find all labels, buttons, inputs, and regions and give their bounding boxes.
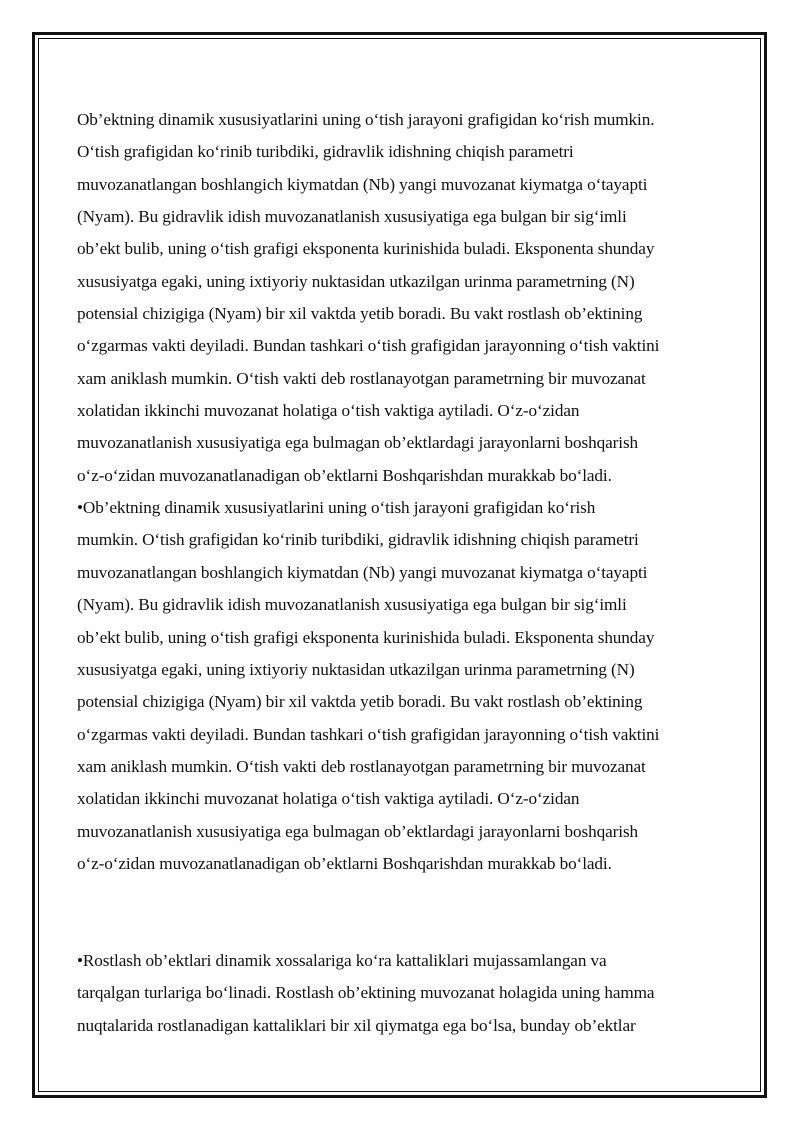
- text-line: mumkin. O‘tish grafigidan ko‘rinib turibdiki, gidravlik idishning chiqish parametri: [77, 530, 639, 550]
- text-line: xususiyatga egaki, uning ixtiyoriy nuktasidan utkazilgan urinma parametrning (N): [77, 659, 635, 679]
- paragraph-dynamic-properties: [77, 104, 737, 492]
- text-line: o‘zgarmas vakti deyiladi. Bundan tashkari o‘tish grafigidan jarayonning o‘tish vaktini: [77, 724, 660, 744]
- text-line: muvozanatlangan boshlangich kiymatdan (Nb) yangi muvozanat kiymatga o‘tayapti: [77, 562, 648, 582]
- text-line: Ob’ektning dinamik xususiyatlarini uning o‘tish jarayoni grafigidan ko‘rish mumkin.: [77, 110, 655, 129]
- text-line: muvozanatlanish xususiyatiga ega bulmagan ob’ektlardagi jarayonlarni boshqarish: [77, 821, 639, 841]
- text-line: xususiyatga egaki, uning ixtiyoriy nuktasidan utkazilgan urinma parametrning (N): [77, 271, 635, 291]
- paragraph-object-classification: [77, 945, 737, 1042]
- text-line: O‘tish grafigidan ko‘rinib turibdiki, gidravlik idishning chiqish parametri: [77, 142, 574, 162]
- paragraph-dynamic-properties-bulleted: [77, 492, 737, 880]
- text-line: o‘z-o‘zidan muvozanatlanadigan ob’ektlarni Boshqarishdan murakkab bo‘ladi.: [77, 853, 612, 873]
- document-body: [77, 104, 737, 1042]
- text-line: o‘z-o‘zidan muvozanatlanadigan ob’ektlarni Boshqarishdan murakkab bo‘ladi.: [77, 465, 612, 485]
- text-line: nuqtalarida rostlanadigan kattaliklari bir xil qiymatga ega bo‘lsa, bunday ob’ektlar: [77, 1015, 636, 1035]
- text-line: tarqalgan turlariga bo‘linadi. Rostlash ob’ektining muvozanat holagida uning hamma: [77, 983, 655, 1003]
- text-line: •Rostlash ob’ektlari dinamik xossalariga ko‘ra kattaliklari mujassamlangan va: [77, 950, 607, 970]
- text-line: o‘zgarmas vakti deyiladi. Bundan tashkari o‘tish grafigidan jarayonning o‘tish vaktini: [77, 336, 660, 356]
- text-line: potensial chizigiga (Nyam) bir xil vaktda yetib boradi. Bu vakt rostlash ob’ektining: [77, 692, 643, 712]
- text-line: (Nyam). Bu gidravlik idish muvozanatlanish xususiyatiga ega bulgan bir sig‘imli: [77, 207, 627, 227]
- text-line: •Ob’ektning dinamik xususiyatlarini uning o‘tish jarayoni grafigidan ko‘rish: [77, 498, 596, 518]
- paragraph-spacer: [77, 880, 737, 945]
- text-line: xolatidan ikkinchi muvozanat holatiga o‘tish vaktiga aytiladi. O‘z-o‘zidan: [77, 401, 580, 421]
- text-line: xam aniklash mumkin. O‘tish vakti deb rostlanayotgan parametrning bir muvozanat: [77, 368, 646, 388]
- text-line: ob’ekt bulib, uning o‘tish grafigi eksponenta kurinishida buladi. Eksponenta shunday: [77, 239, 655, 259]
- text-line: ob’ekt bulib, uning o‘tish grafigi eksponenta kurinishida buladi. Eksponenta shunday: [77, 627, 655, 647]
- text-line: (Nyam). Bu gidravlik idish muvozanatlanish xususiyatiga ega bulgan bir sig‘imli: [77, 595, 627, 615]
- text-line: xolatidan ikkinchi muvozanat holatiga o‘tish vaktiga aytiladi. O‘z-o‘zidan: [77, 789, 580, 809]
- text-line: potensial chizigiga (Nyam) bir xil vaktda yetib boradi. Bu vakt rostlash ob’ektining: [77, 304, 643, 324]
- text-line: muvozanatlanish xususiyatiga ega bulmagan ob’ektlardagi jarayonlarni boshqarish: [77, 433, 639, 453]
- text-line: muvozanatlangan boshlangich kiymatdan (Nb) yangi muvozanat kiymatga o‘tayapti: [77, 174, 648, 194]
- text-line: xam aniklash mumkin. O‘tish vakti deb rostlanayotgan parametrning bir muvozanat: [77, 756, 646, 776]
